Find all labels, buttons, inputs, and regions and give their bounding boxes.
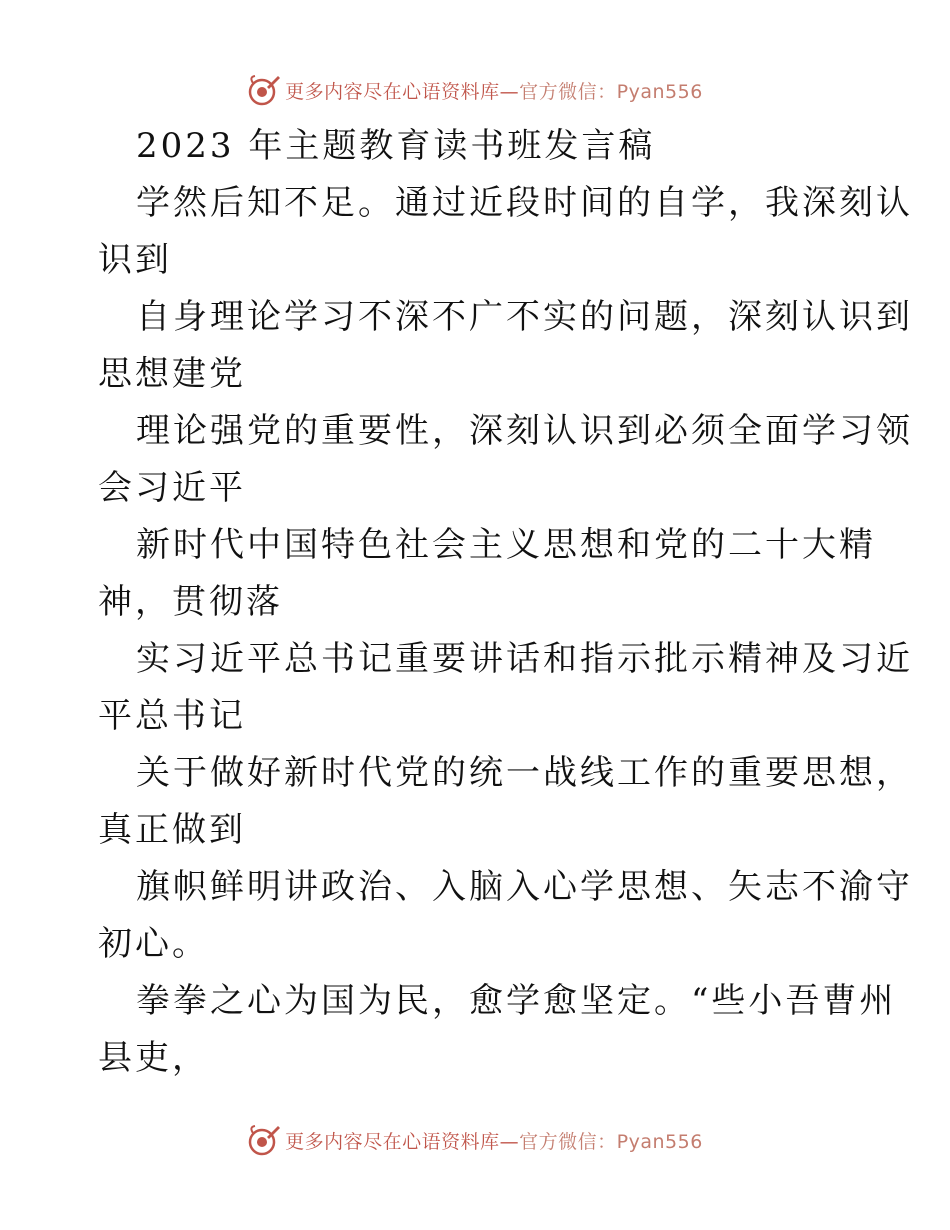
text-line: 会习近平 [98,468,246,508]
text-line: 新时代中国特色社会主义思想和党的二十大精 [136,525,876,565]
document-title: 2023 年主题教育读书班发言稿 [136,126,656,166]
text-line: 学然后知不足。通过近段时间的自学，我深刻认 [136,183,913,223]
text-line: 真正做到 [98,810,246,850]
text-line: 县吏， [98,1038,209,1078]
text-line: 识到 [98,240,172,280]
watermark-suffix: 官方微信：Pyan556 [519,80,703,103]
text-line: 自身理论学习不深不广不实的问题，深刻认识到 [136,297,913,337]
text-line: 思想建党 [98,354,246,394]
text-line: 理论强党的重要性，深刻认识到必须全面学习领 [136,411,913,451]
pen-nib-seal-icon [247,73,281,107]
text-line: 拳拳之心为国为民，愈学愈坚定。“些小吾曹州 [136,981,897,1021]
watermark-suffix: 官方微信：Pyan556 [519,1130,703,1153]
text-line: 实习近平总书记重要讲话和指示批示精神及习近 [136,639,913,679]
pen-nib-seal-icon [247,1123,281,1157]
watermark-prefix: 更多内容尽在心语资料库— [285,1130,520,1153]
text-line: 旗帜鲜明讲政治、入脑入心学思想、矢志不渝守 [136,867,913,907]
text-line: 平总书记 [98,696,246,736]
text-line: 关于做好新时代党的统一战线工作的重要思想， [136,753,913,793]
watermark-footer [0,1120,950,1160]
text-line: 神，贯彻落 [98,582,283,622]
text-line: 初心。 [98,924,209,964]
watermark-header [0,70,950,110]
document-body [98,118,913,1087]
watermark-prefix: 更多内容尽在心语资料库— [285,80,520,103]
